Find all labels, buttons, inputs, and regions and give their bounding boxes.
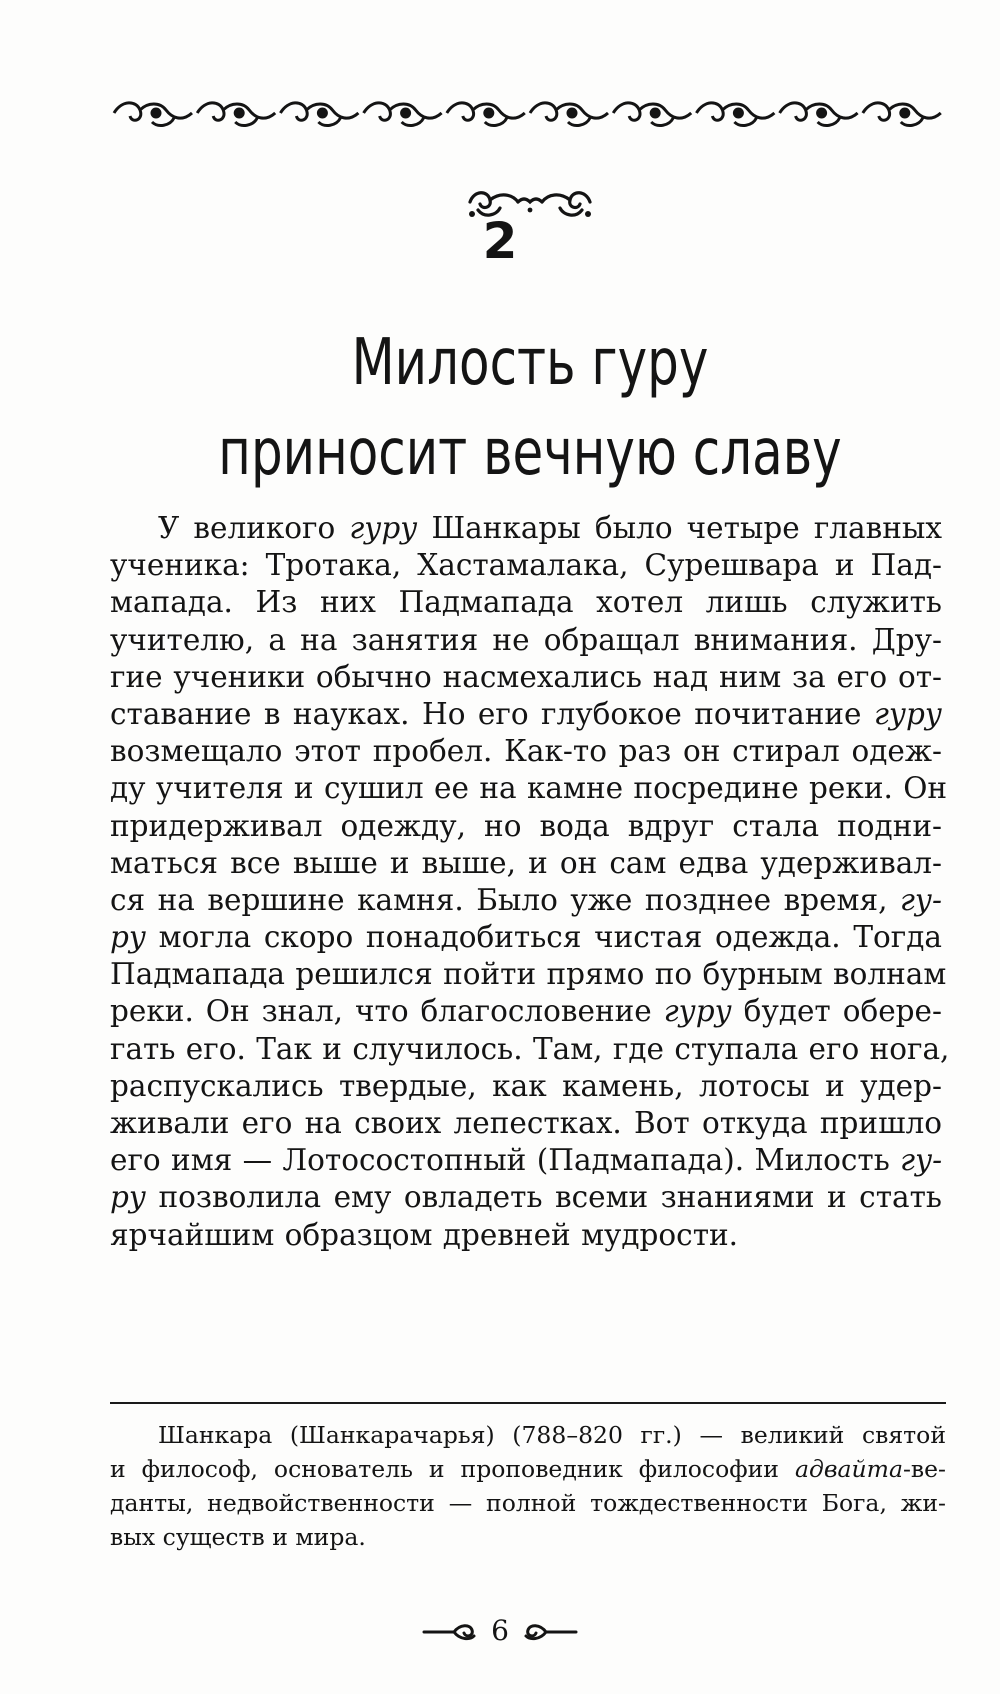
border-dot: [402, 109, 410, 117]
text-run: ученика: Тротака, Хастамалака, Сурешвара и Пад-: [110, 548, 942, 583]
body-line: [110, 770, 948, 807]
page-folio: [420, 1614, 580, 1650]
footnote-line: [110, 1486, 946, 1520]
text-run: -ве-: [902, 1455, 946, 1483]
italic-term: ру: [110, 1180, 146, 1215]
chapter-title: [210, 318, 850, 498]
footnote-line: [110, 1520, 946, 1554]
text-run: гать его. Так и случилось. Там, где ступала его нога,: [110, 1031, 950, 1066]
chapter-title-line-1: Милость гуру: [351, 326, 709, 400]
text-run: его имя — Лотосостопный (Падмапада). Милость: [110, 1143, 901, 1178]
body-text: [110, 510, 950, 1254]
body-line: [110, 1217, 942, 1254]
text-run: и философ, основатель и проповедник философии: [110, 1455, 795, 1483]
border-dot: [734, 109, 742, 117]
footnote: [110, 1418, 946, 1554]
border-dot: [318, 109, 326, 117]
chapter-number: 2: [482, 212, 518, 270]
italic-term: адвайта: [794, 1455, 903, 1483]
italic-term: гу-: [900, 882, 942, 917]
body-line: [110, 733, 942, 770]
text-run: ярчайшим образцом древней мудрости.: [110, 1217, 739, 1252]
body-line: [110, 622, 942, 659]
text-run: гие ученики обычно насмехались над ним за его от-: [110, 659, 942, 694]
italic-term: гу-: [900, 1143, 943, 1178]
text-run: У великого: [158, 511, 350, 545]
body-line: [110, 1031, 950, 1068]
text-run: реки. Он знал, что благословение: [110, 994, 664, 1029]
page-number: 6: [491, 1614, 509, 1647]
text-run: Падмапада решился пойти прямо по бурным волнам: [110, 957, 947, 992]
chapter-title-line-2: приносит вечную славу: [218, 416, 842, 490]
body-line: [110, 993, 942, 1030]
border-dot: [568, 109, 576, 117]
footnote-line: [110, 1452, 946, 1486]
text-run: будет обере-: [731, 994, 942, 1029]
body-line: [110, 956, 947, 993]
border-dot: [152, 109, 160, 117]
body-line: [110, 584, 942, 621]
italic-term: гуру: [349, 511, 418, 545]
text-run: данты, недвойственности — полной тождественности Бога, жи-: [110, 1489, 946, 1517]
body-line: [110, 659, 942, 696]
text-run: ся на вершине камня. Было уже позднее время,: [110, 882, 900, 917]
body-line: [110, 1068, 942, 1105]
footnote-line: [110, 1418, 946, 1452]
text-run: могла скоро понадобиться чистая одежда. Тогда: [146, 920, 942, 955]
text-run: возмещало этот пробел. Как-то раз он стирал одеж-: [110, 734, 942, 769]
body-line: [110, 808, 942, 845]
text-run: вых существ и мира.: [110, 1523, 366, 1551]
text-run: маться все выше и выше, и он сам едва удерживал-: [110, 845, 942, 880]
text-run: ставание в науках. Но его глубокое почитание: [110, 696, 874, 731]
text-run: учителю, а на занятия не обращал внимания. Дру-: [110, 622, 942, 657]
border-dot: [235, 109, 243, 117]
right-flourish-icon: [520, 1614, 580, 1648]
text-run: Шанкары было четыре главных: [417, 511, 942, 545]
border-dot: [818, 109, 826, 117]
text-run: распускались твердые, как камень, лотосы и удер-: [110, 1068, 942, 1103]
border-dot: [901, 109, 909, 117]
italic-term: гуру: [663, 994, 732, 1029]
border-dot: [485, 109, 493, 117]
border-dot: [651, 109, 659, 117]
text-run: позволила ему овладеть всеми знаниями и стать: [146, 1180, 942, 1215]
italic-term: ру: [110, 920, 146, 955]
ornamental-border-icon: [112, 96, 944, 130]
body-line: [110, 510, 942, 547]
text-run: мапада. Из них Падмапада хотел лишь служить: [110, 585, 942, 620]
body-line: [110, 845, 942, 882]
body-line: [110, 1142, 942, 1179]
body-line: [110, 547, 942, 584]
text-run: ду учителя и сушил ее на камне посредине реки. Он: [110, 771, 948, 806]
text-run: живали его на своих лепестках. Вот откуда пришло: [110, 1106, 942, 1140]
text-run: Шанкара (Шанкарачарья) (788–820 гг.) — великий святой: [158, 1421, 946, 1449]
body-line: [110, 1179, 942, 1216]
body-line: [110, 1105, 942, 1142]
body-line: [110, 919, 942, 956]
body-line: [110, 696, 942, 733]
body-line: [110, 882, 942, 919]
italic-term: гуру: [873, 696, 942, 731]
footnote-divider: [110, 1402, 946, 1404]
text-run: придерживал одежду, но вода вдруг стала подни-: [110, 808, 942, 843]
